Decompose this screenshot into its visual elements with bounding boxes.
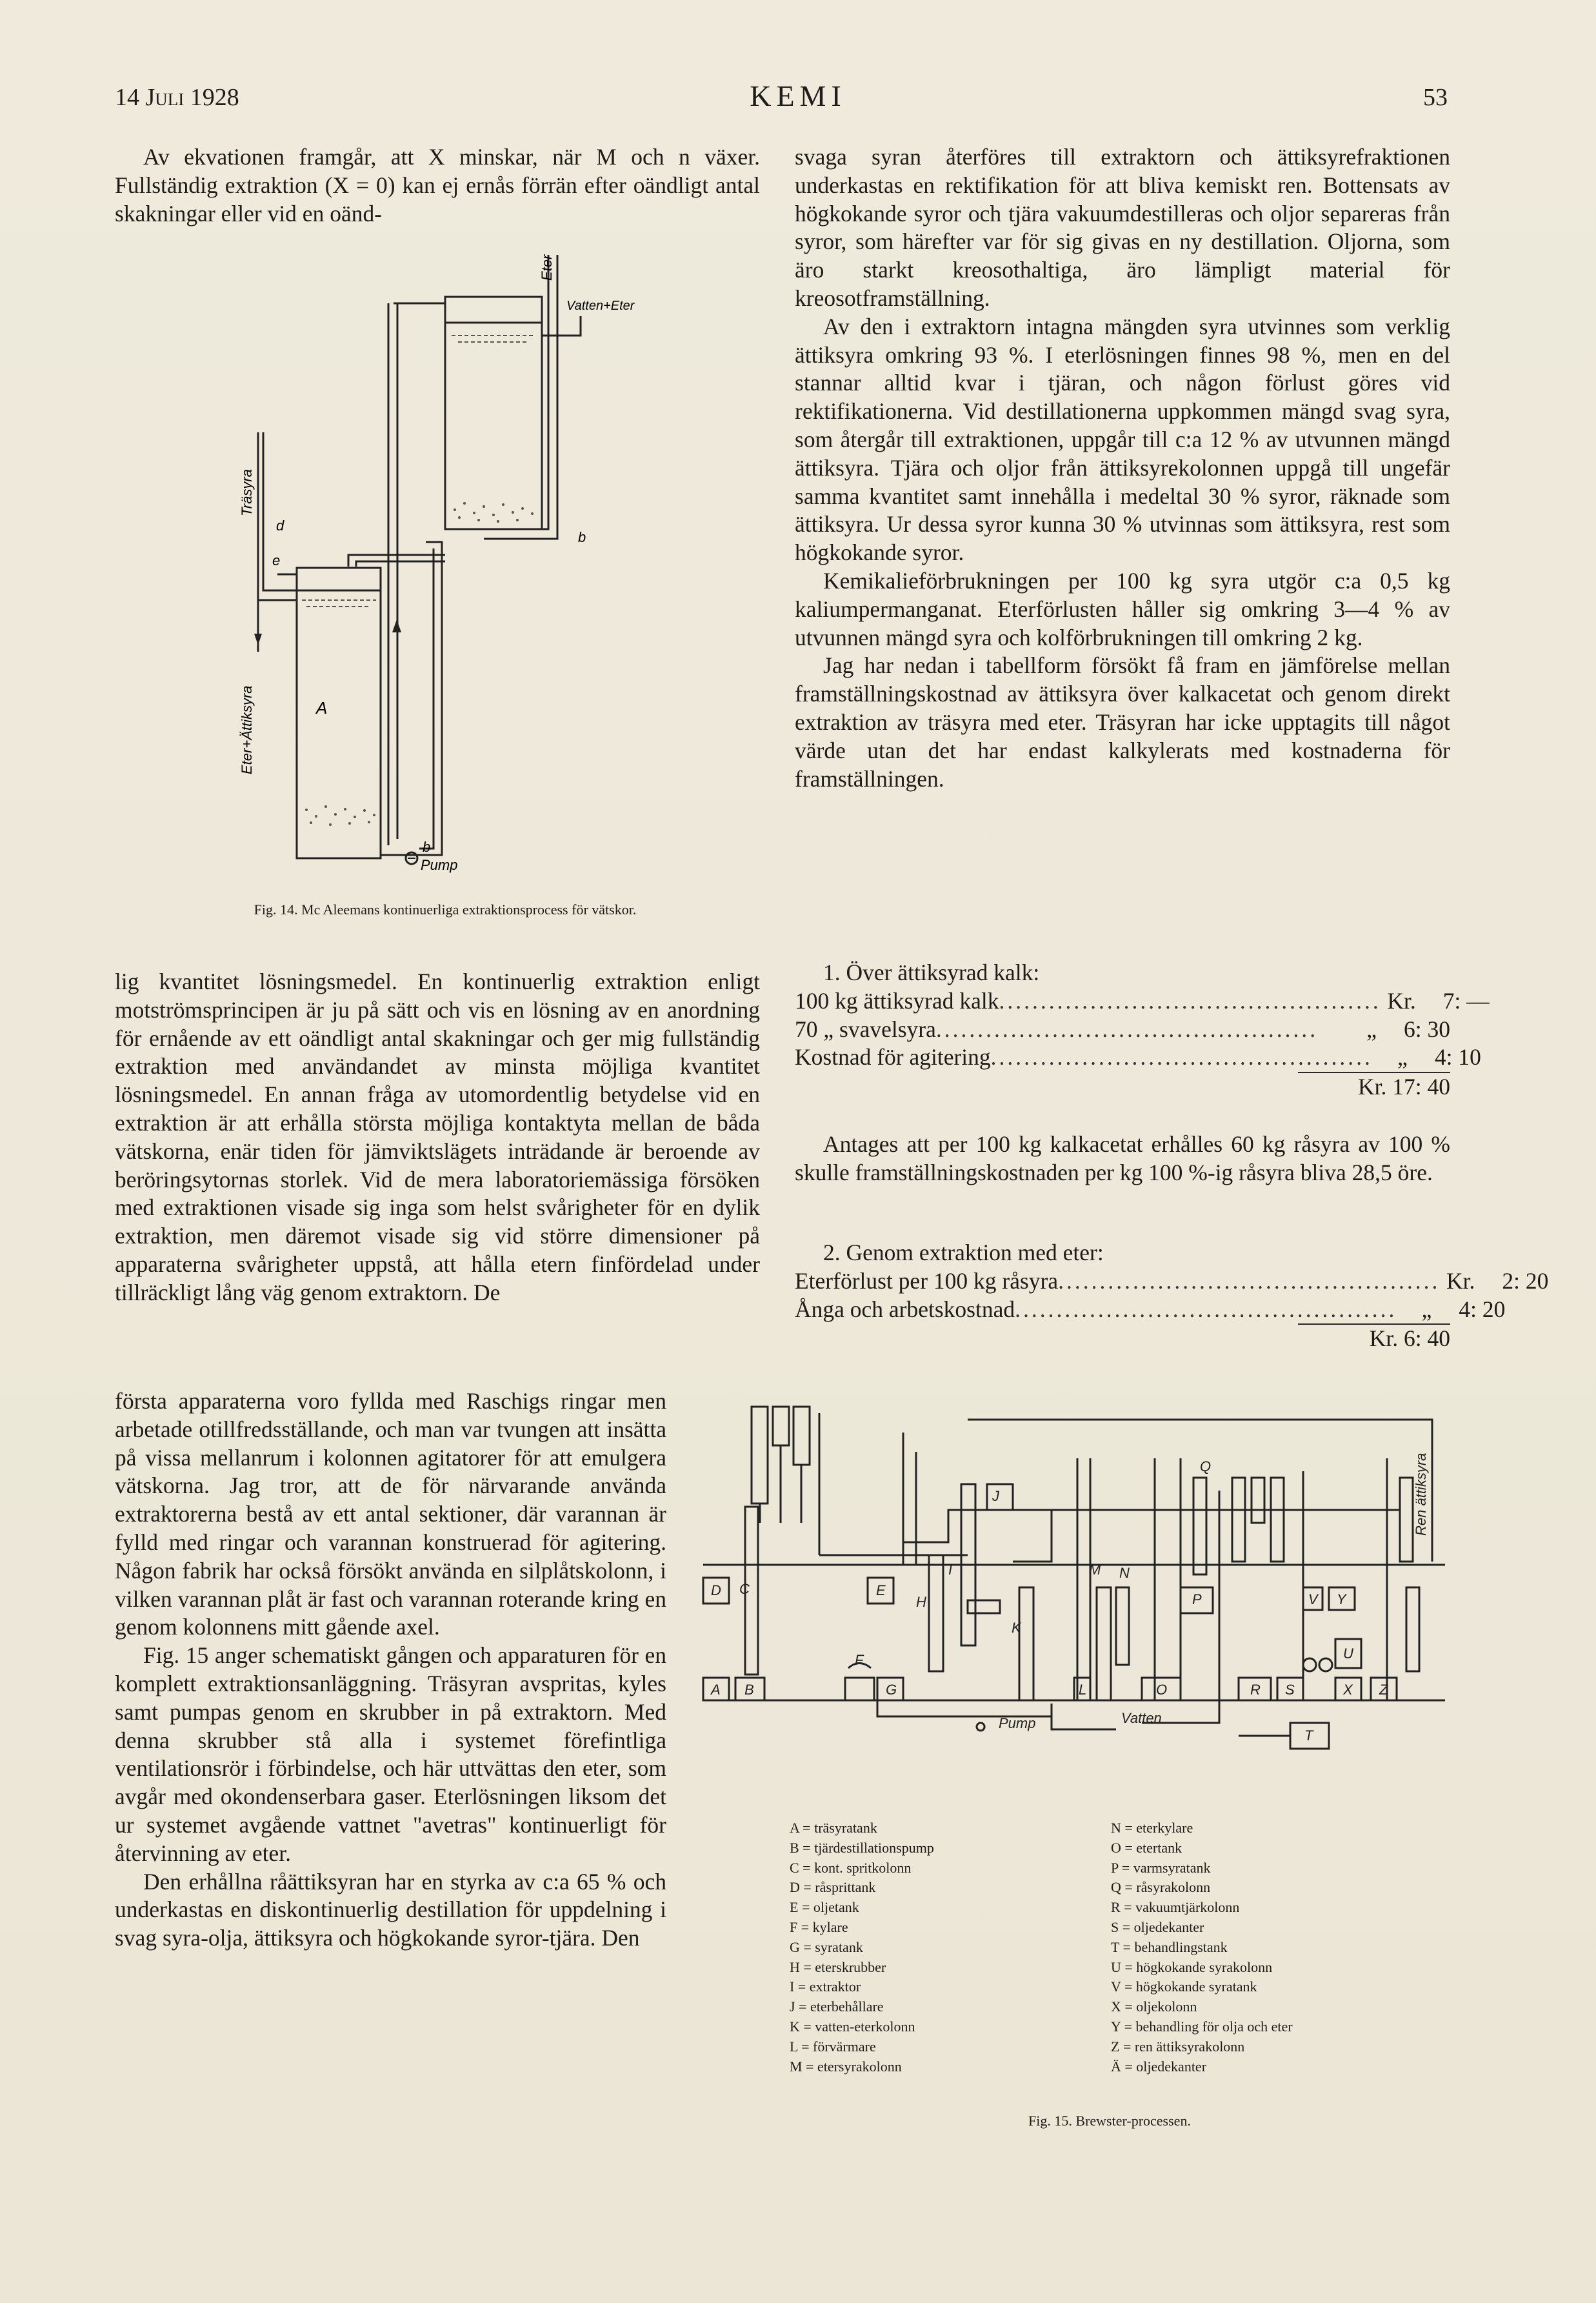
cost-row: Ånga och arbetskostnad .............................................. „ 4: 20	[795, 1296, 1506, 1322]
cost-table-1	[795, 959, 1490, 1101]
svg-text:L: L	[1079, 1682, 1087, 1698]
paragraph: Kemikalieförbrukningen per 100 kg syra utgör c:a 0,5 kg kaliumpermanganat. Eterförlusten håller sig omkring 3—4 % av utvunnen mängd syra och kolförbrukningen till omkring 2 kg.	[795, 567, 1450, 650]
svg-text:F: F	[855, 1652, 864, 1668]
svg-text:K: K	[1012, 1620, 1021, 1636]
legend-item: S = oljedekanter	[1111, 1918, 1204, 1935]
cost-table-2	[795, 1239, 1549, 1353]
legend-item: C = kont. spritkolonn	[790, 1859, 912, 1876]
legend-item: B = tjärdestillationspump	[790, 1839, 934, 1856]
label-trasyra: Träsyra	[239, 469, 255, 516]
label-eter-attiksyra: Eter+Ättiksyra	[239, 685, 255, 774]
svg-text:C: C	[739, 1581, 750, 1597]
legend-item: D = råsprittank	[790, 1879, 876, 1896]
svg-text:T: T	[1304, 1727, 1313, 1744]
legend-item: O = etertank	[1111, 1839, 1182, 1856]
paragraph: första apparaterna voro fyllda med Raschigs ringar men arbetade otillfredsställande, och man var tvungen att insätta på vissa mellanrum i kolonnen agitatorer för att emulgera vätskorna. Jag tror, att de för närvarande använda extraktorerna bestå av ett antal sektioner, där varannan är fylld med ringar och varannan konstruerad för agitering. Någon fabrik har också försökt använda en silplåtskolonn, i vilken varannan plåt är fast och varannan roterande kring en genom kolonnens mitt gående axel.	[115, 1388, 666, 1640]
legend-item: E = oljetank	[790, 1899, 859, 1916]
paragraph: svaga syran återföres till extraktorn och ättiksyrefraktionen underkastas en rektifikation för att bliva kemiskt ren. Bottensats av högkokande syror och tjära vakuumdestilleras och oljor separeras från syror, som härefter var för sig givas en ny destillation. Oljorna, som äro starkt kreosothaltiga, äro lämpligt material för kreosotframställning.	[795, 144, 1450, 311]
right-top-text	[795, 143, 1450, 793]
svg-text:J: J	[992, 1488, 999, 1504]
cost-total: Kr. 6: 40	[1369, 1325, 1450, 1352]
legend-item: P = varmsyratank	[1111, 1859, 1211, 1876]
svg-text:M: M	[1089, 1562, 1101, 1578]
svg-text:X: X	[1343, 1682, 1353, 1698]
svg-text:G: G	[886, 1682, 897, 1698]
figure-14-caption: Fig. 14. Mc Aleemans kontinuerliga extraktionsprocess för vätskor.	[254, 901, 637, 918]
legend-item: F = kylare	[790, 1918, 848, 1935]
label-vatten-eter: Vatten+Eter	[566, 299, 635, 313]
label-d: d	[276, 518, 284, 534]
legend-item: Q = råsyrakolonn	[1111, 1879, 1211, 1896]
label-b-upper: b	[578, 529, 586, 545]
legend-item: H = eterskrubber	[790, 1958, 886, 1975]
label-vatten: Vatten	[1121, 1710, 1162, 1726]
page-number: 53	[1423, 84, 1448, 111]
svg-text:B: B	[744, 1682, 754, 1698]
legend-item: Ä = oljedekanter	[1111, 2058, 1207, 2075]
svg-text:Q: Q	[1200, 1458, 1212, 1474]
cost-total: Kr. 17: 40	[1358, 1074, 1450, 1100]
svg-text:V: V	[1308, 1591, 1318, 1607]
paragraph: Jag har nedan i tabellform försökt få fram en jämförelse mellan framställningskostnad av ättiksyra över kalkacetat och genom direkt extraktion av träsyra med eter. Träsyran har icke upptagits till något värde utan det har endast kalkylerats med kostnaderna för framställningen.	[795, 652, 1450, 792]
paragraph: Av ekvationen framgår, att X minskar, när M och n växer. Fullständig extraktion (X = 0) kan ej ernås förrän efter oändligt antal skakningar eller vid en oänd-	[115, 144, 760, 226]
svg-text:H: H	[916, 1594, 926, 1610]
legend-item: N = eterkylare	[1111, 1820, 1193, 1836]
paragraph: Fig. 15 anger schematiskt gången och apparaturen för en komplett extraktionsanläggning. Träsyran avspritas, kyles samt pumpas genom en skrubber in på extraktorn. Med denna skrubber stå alla i systemet förefintliga ventilationsrör i förbindelse, och här uttvättas den eter, som avgår med okondenserbara gaser. Eterlösningen liksom det ur systemet avgående vattnet "avetras" kontinuerligt för återvinning av eter.	[115, 1642, 666, 1866]
svg-text:N: N	[1119, 1565, 1130, 1581]
paragraph: Den erhållna råättiksyran har en styrka av c:a 65 % och underkastas en diskontinuerlig destillation för uppdelning i svag syra-olja, ättiksyra och högkokande syror-tjära. Den	[115, 1868, 666, 1951]
legend-item: A = träsyratank	[790, 1820, 877, 1836]
cost-row: Eterförlust per 100 kg råsyra .............................................. Kr. 2: 20	[795, 1267, 1549, 1294]
svg-text:Z: Z	[1379, 1682, 1388, 1698]
legend-item: L = förvärmare	[790, 2038, 876, 2055]
left-middle-text	[115, 968, 760, 1307]
cost-row: 100 kg ättiksyrad kalk .............................................. Kr. 7: —	[795, 987, 1490, 1014]
cost-row: 70 „ svavelsyra .............................................. „ 6: 30	[795, 1016, 1450, 1042]
label-e: e	[272, 552, 281, 568]
label-eter: Eter	[539, 254, 555, 281]
svg-text:I: I	[948, 1562, 953, 1578]
svg-text:S: S	[1285, 1682, 1295, 1698]
svg-text:O: O	[1156, 1682, 1168, 1698]
legend-right	[1111, 1818, 1293, 2077]
legend-item: U = högkokande syrakolonn	[1111, 1958, 1273, 1975]
right-middle-text	[795, 1131, 1450, 1187]
legend-item: V = högkokande syratank	[1111, 1978, 1257, 1995]
legend-item: M = etersyrakolonn	[790, 2058, 902, 2075]
legend-item: K = vatten-eterkolonn	[790, 2018, 915, 2035]
cost-heading: 1. Över ättiksyrad kalk:	[823, 960, 1040, 985]
label-ren-attiksyra: Ren ättiksyra	[1413, 1453, 1429, 1536]
svg-text:D: D	[711, 1582, 721, 1598]
legend-item: X = oljekolonn	[1111, 1998, 1197, 2015]
label-pump: Pump	[421, 857, 458, 873]
legend-item: Y = behandling för olja och eter	[1111, 2018, 1293, 2035]
legend-item: T = behandlingstank	[1111, 1938, 1228, 1955]
header-date: 14 Juli 1928	[115, 84, 239, 111]
legend-item: R = vakuumtjärkolonn	[1111, 1899, 1240, 1916]
left-lower-text	[115, 1387, 666, 1953]
legend-left	[790, 1818, 934, 2077]
label-pump: Pump	[999, 1715, 1036, 1731]
svg-text:E: E	[876, 1582, 886, 1598]
svg-text:P: P	[1192, 1591, 1202, 1607]
legend-item: G = syratank	[790, 1938, 863, 1955]
figure-14-diagram	[219, 239, 684, 890]
figure-15-caption: Fig. 15. Brewster-processen.	[1028, 2113, 1191, 2129]
svg-text:R: R	[1250, 1682, 1261, 1698]
cost-heading: 2. Genom extraktion med eter:	[823, 1240, 1104, 1265]
journal-title: KEMI	[750, 79, 846, 112]
legend-item: Z = ren ättiksyrakolonn	[1111, 2038, 1245, 2055]
upper-tank	[445, 297, 542, 529]
label-b-lower: b	[423, 839, 431, 855]
svg-text:A: A	[711, 1682, 721, 1698]
figure-15-diagram	[690, 1394, 1451, 1820]
legend-item: I = extraktor	[790, 1978, 861, 1995]
svg-text:Y: Y	[1337, 1591, 1346, 1607]
cost-row: Kostnad för agitering .............................................. „ 4: 10	[795, 1044, 1481, 1071]
legend-item: J = eterbehållare	[790, 1998, 884, 2015]
svg-text:U: U	[1343, 1645, 1353, 1662]
tank-a	[297, 568, 381, 858]
paragraph: Antages att per 100 kg kalkacetat erhålles 60 kg råsyra av 100 % skulle framställningskostnaden per kg 100 %-ig råsyra bliva 28,5 öre.	[795, 1131, 1450, 1185]
label-tank-a: A	[316, 698, 328, 718]
paragraph: lig kvantitet lösningsmedel. En kontinuerlig extraktion enligt motströmsprincipen är ju på sätt och vis en lösning av en anordning för ernående av ett oändligt antal skakningar och ger mig fullständig extraktion med användandet av minsta möjliga kvantitet lösningsmedel. En annan fråga av utomordentlig betydelse vid en extraktion är att erhålla största möjliga kontaktyta mellan de båda vätskorna, enär tiden för jämviktslägets inträdande är beroende av beröringsytornas storlek. Vid de mera laboratoriemässiga försöken med extraktionen visade sig inga som helst svårigheter för en dylik extraktion, men däremot visade sig vid större dimensioner på apparaterna svårigheter uppstå, att hålla etern finfördelad under tillräckligt lång väg genom extraktorn. De	[115, 969, 760, 1305]
paragraph: Av den i extraktorn intagna mängden syra utvinnes som verklig ättiksyra omkring 93 %. I eterlösningen finnes 98 %, men en del stannar alltid kvar i tjäran, och någon förlust göres vid rektifikationerna. Vid destillationerna uppkommen mängd svag syra, som återgår till extraktionen, uppgår till c:a 12 % av utvunnen mängd ättiksyra. Tjära och oljor från ättiksyrekolonnen uppgå till ungefär samma kvantitet samt innehålla i medeltal 30 % syror, räknade som ättiksyra. Ur dessa syror kunna 30 % utvinnas som ättiksyra, rest som högkokande syror.	[795, 313, 1450, 566]
left-top-text	[115, 143, 760, 228]
